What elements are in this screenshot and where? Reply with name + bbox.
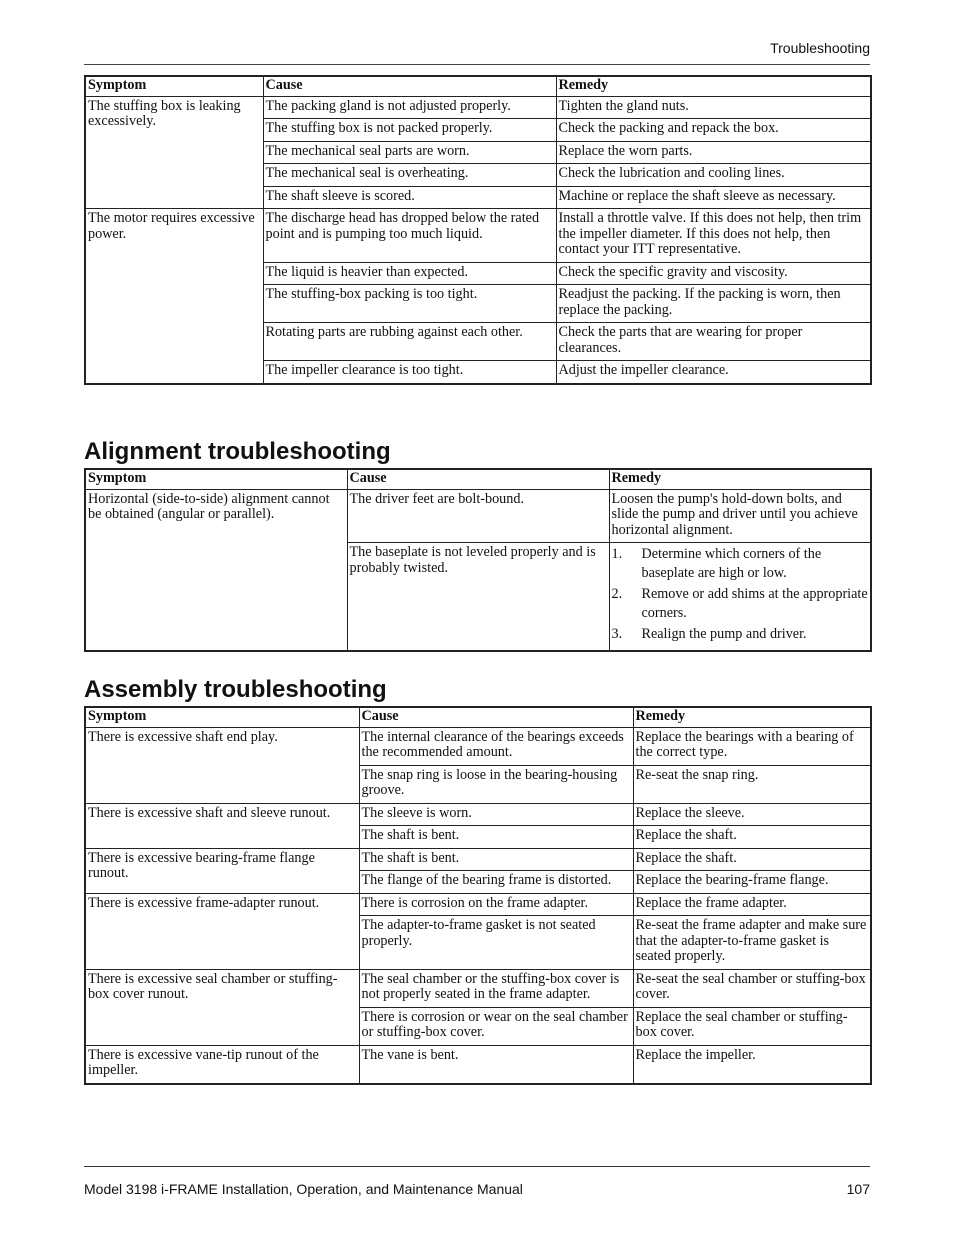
remedy-cell: Re-seat the seal chamber or stuffing-box cover. <box>633 969 871 1007</box>
cause-cell: The adapter-to-frame gasket is not seated properly. <box>359 916 633 970</box>
step-number: 1. <box>611 546 623 562</box>
cause-cell: The mechanical seal is overheating. <box>263 164 556 187</box>
remedy-cell: Re-seat the frame adapter and make sure that the adapter-to-frame gasket is seated properly. <box>633 916 871 970</box>
running-head: Troubleshooting <box>770 40 870 56</box>
cause-cell: The shaft is bent. <box>359 848 633 871</box>
table-row <box>85 848 871 871</box>
table-header-row <box>85 469 871 489</box>
table-row <box>85 96 871 119</box>
cause-cell: There is corrosion on the frame adapter. <box>359 893 633 916</box>
page-number: 107 <box>846 1181 870 1197</box>
remedy-cell <box>609 543 871 652</box>
symptom-cell: There is excessive seal chamber or stuffing-box cover runout. <box>85 969 359 1045</box>
remedy-cell: Replace the impeller. <box>633 1045 871 1084</box>
cause-cell: The packing gland is not adjusted properly. <box>263 96 556 119</box>
step-number: 3. <box>611 626 623 642</box>
cause-cell: The snap ring is loose in the bearing-housing groove. <box>359 765 633 803</box>
table-row <box>85 803 871 826</box>
cause-cell: The driver feet are bolt-bound. <box>347 489 609 543</box>
column-header-remedy: Remedy <box>633 707 871 727</box>
column-header-cause: Cause <box>359 707 633 727</box>
cause-cell: The discharge head has dropped below the rated point and is pumping too much liquid. <box>263 209 556 263</box>
cause-cell: The stuffing-box packing is too tight. <box>263 285 556 323</box>
cause-cell: The mechanical seal parts are worn. <box>263 141 556 164</box>
remedy-cell: Replace the seal chamber or stuffing-box cover. <box>633 1007 871 1045</box>
cause-cell: The flange of the bearing frame is distorted. <box>359 871 633 894</box>
remedy-cell: Install a throttle valve. If this does not help, then trim the impeller diameter. If this does not help, then contact your ITT representative. <box>556 209 871 263</box>
symptom-cell: There is excessive shaft end play. <box>85 727 359 803</box>
symptom-cell: There is excessive shaft and sleeve runout. <box>85 803 359 848</box>
remedy-cell: Adjust the impeller clearance. <box>556 361 871 384</box>
table-row <box>85 727 871 765</box>
remedy-cell: Loosen the pump's hold-down bolts, and slide the pump and driver until you achieve horizontal alignment. <box>609 489 871 543</box>
general-troubleshooting-table <box>84 75 872 385</box>
list-item <box>612 545 869 583</box>
column-header-remedy: Remedy <box>609 469 871 489</box>
step-text: Realign the pump and driver. <box>641 626 807 642</box>
column-header-cause: Cause <box>347 469 609 489</box>
step-number: 2. <box>611 586 623 602</box>
symptom-cell: The motor requires excessive power. <box>85 209 263 384</box>
page-footer <box>84 1181 870 1197</box>
column-header-symptom: Symptom <box>85 469 347 489</box>
cause-cell: The internal clearance of the bearings exceeds the recommended amount. <box>359 727 633 765</box>
cause-cell: The shaft is bent. <box>359 826 633 849</box>
step-text: Remove or add shims at the appropriate corners. <box>641 586 868 621</box>
cause-cell: There is corrosion or wear on the seal chamber or stuffing-box cover. <box>359 1007 633 1045</box>
table-row <box>85 969 871 1007</box>
table-row <box>85 1045 871 1084</box>
remedy-cell: Readjust the packing. If the packing is worn, then replace the packing. <box>556 285 871 323</box>
remedy-cell: Replace the bearing-frame flange. <box>633 871 871 894</box>
table-row <box>85 209 871 263</box>
manual-title: Model 3198 i-FRAME Installation, Operation, and Maintenance Manual <box>84 1181 523 1197</box>
assembly-section-title: Assembly troubleshooting <box>84 676 387 703</box>
symptom-cell: There is excessive vane-tip runout of the impeller. <box>85 1045 359 1084</box>
remedy-cell: Replace the frame adapter. <box>633 893 871 916</box>
table-header-row <box>85 76 871 96</box>
alignment-section-title: Alignment troubleshooting <box>84 438 391 465</box>
cause-cell: The sleeve is worn. <box>359 803 633 826</box>
remedy-cell: Machine or replace the shaft sleeve as necessary. <box>556 186 871 209</box>
list-item <box>612 625 869 644</box>
remedy-cell: Check the lubrication and cooling lines. <box>556 164 871 187</box>
table-header-row <box>85 707 871 727</box>
assembly-troubleshooting-table <box>84 706 872 1085</box>
table-row <box>85 893 871 916</box>
remedy-cell: Replace the shaft. <box>633 826 871 849</box>
list-item <box>612 585 869 623</box>
column-header-symptom: Symptom <box>85 707 359 727</box>
remedy-steps-list <box>612 545 869 644</box>
cause-cell: The seal chamber or the stuffing-box cover is not properly seated in the frame adapter. <box>359 969 633 1007</box>
footer-rule <box>84 1166 870 1167</box>
remedy-cell: Check the parts that are wearing for proper clearances. <box>556 323 871 361</box>
cause-cell: The shaft sleeve is scored. <box>263 186 556 209</box>
remedy-cell: Check the packing and repack the box. <box>556 119 871 142</box>
remedy-cell: Replace the worn parts. <box>556 141 871 164</box>
alignment-troubleshooting-table <box>84 468 872 652</box>
symptom-cell: The stuffing box is leaking excessively. <box>85 96 263 209</box>
column-header-symptom: Symptom <box>85 76 263 96</box>
remedy-cell: Replace the bearings with a bearing of the correct type. <box>633 727 871 765</box>
cause-cell: The stuffing box is not packed properly. <box>263 119 556 142</box>
symptom-cell: Horizontal (side-to-side) alignment cannot be obtained (angular or parallel). <box>85 489 347 651</box>
symptom-cell: There is excessive bearing-frame flange runout. <box>85 848 359 893</box>
cause-cell: The vane is bent. <box>359 1045 633 1084</box>
cause-cell: The impeller clearance is too tight. <box>263 361 556 384</box>
table-row <box>85 489 871 543</box>
column-header-remedy: Remedy <box>556 76 871 96</box>
cause-cell: The liquid is heavier than expected. <box>263 262 556 285</box>
step-text: Determine which corners of the baseplate are high or low. <box>641 546 822 581</box>
remedy-cell: Replace the sleeve. <box>633 803 871 826</box>
remedy-cell: Replace the shaft. <box>633 848 871 871</box>
column-header-cause: Cause <box>263 76 556 96</box>
remedy-cell: Re-seat the snap ring. <box>633 765 871 803</box>
cause-cell: The baseplate is not leveled properly and is probably twisted. <box>347 543 609 652</box>
header-rule <box>84 64 870 65</box>
remedy-cell: Check the specific gravity and viscosity. <box>556 262 871 285</box>
remedy-cell: Tighten the gland nuts. <box>556 96 871 119</box>
cause-cell: Rotating parts are rubbing against each other. <box>263 323 556 361</box>
symptom-cell: There is excessive frame-adapter runout. <box>85 893 359 969</box>
